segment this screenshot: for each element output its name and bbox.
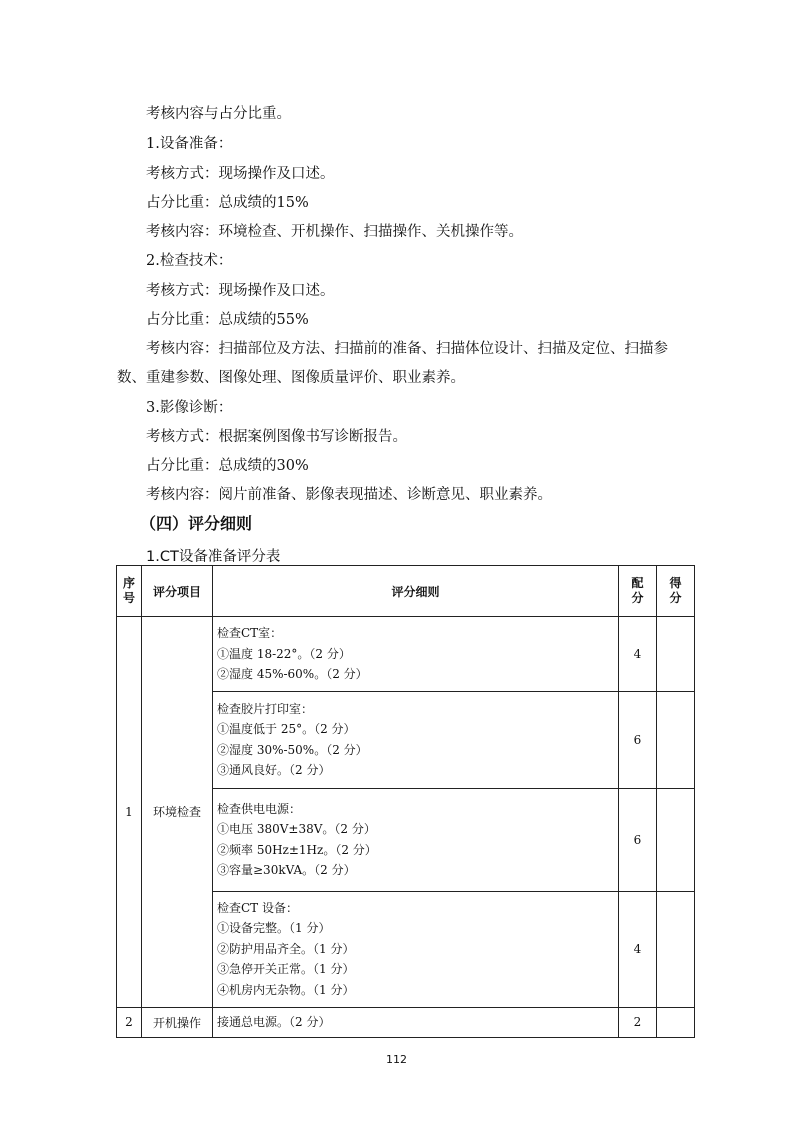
detail-cell: 检查CT 设备： ①设备完整。（1 分） ②防护用品齐全。（1 分） ③急停开关正常。（1 分） ④机房内无杂物。（1 分）	[213, 891, 619, 1007]
paragraph: 1.设备准备：	[146, 136, 233, 152]
header-detail: 评分细则	[213, 566, 619, 617]
points-cell: 4	[619, 617, 657, 692]
detail-cell: 检查供电电源： ①电压 380V±38V。（2 分） ②频率 50Hz±1Hz。（2 分） ③容量≥30kVA。（2 分）	[213, 788, 619, 891]
detail-cell: 检查胶片打印室： ①温度低于 25°。（2 分） ②湿度 30%-50%。（2 分） ③通风良好。（2 分）	[213, 691, 619, 788]
paragraph: 占分比重：总成绩的30%	[146, 458, 309, 474]
scoring-table	[116, 565, 695, 1038]
points-cell: 6	[619, 691, 657, 788]
detail-cell: 检查CT室： ①温度 18-22°。（2 分） ②湿度 45%-60%。（2 分）	[213, 617, 619, 692]
seq-cell: 1	[117, 617, 142, 1008]
score-cell	[657, 891, 695, 1007]
paragraph: 考核内容与占分比重。	[146, 106, 291, 122]
item-cell: 环境检查	[142, 617, 213, 1008]
header-points: 配 分	[619, 566, 657, 617]
section-heading: （四）评分细则	[140, 514, 253, 533]
paragraph: 考核内容：阅片前准备、影像表现描述、诊断意见、职业素养。	[146, 487, 552, 503]
score-cell	[657, 1007, 695, 1037]
paragraph: 考核方式：根据案例图像书写诊断报告。	[146, 429, 407, 445]
header-score: 得 分	[657, 566, 695, 617]
table-header-row	[117, 566, 695, 617]
score-cell	[657, 788, 695, 891]
paragraph: 考核方式：现场操作及口述。	[146, 283, 335, 299]
paragraph: 占分比重：总成绩的55%	[146, 312, 309, 328]
paragraph: 考核内容：扫描部位及方法、扫描前的准备、扫描体位设计、扫描及定位、扫描参	[146, 341, 668, 357]
paragraph: 2.检查技术：	[146, 253, 233, 269]
paragraph: 考核方式：现场操作及口述。	[146, 166, 335, 182]
points-cell: 2	[619, 1007, 657, 1037]
item-cell: 开机操作	[142, 1007, 213, 1037]
seq-cell: 2	[117, 1007, 142, 1037]
header-item: 评分项目	[142, 566, 213, 617]
table-title: 1.CT设备准备评分表	[146, 549, 281, 565]
detail-cell: 接通总电源。（2 分）	[213, 1007, 619, 1037]
paragraph: 占分比重：总成绩的15%	[146, 195, 309, 211]
page-number: 112	[386, 1053, 407, 1066]
paragraph-continuation: 数、重建参数、图像处理、图像质量评价、职业素养。	[117, 370, 465, 386]
score-cell	[657, 617, 695, 692]
header-seq: 序 号	[117, 566, 142, 617]
points-cell: 6	[619, 788, 657, 891]
points-cell: 4	[619, 891, 657, 1007]
paragraph: 3.影像诊断：	[146, 400, 233, 416]
table-row	[117, 1007, 695, 1037]
paragraph: 考核内容：环境检查、开机操作、扫描操作、关机操作等。	[146, 224, 523, 240]
score-cell	[657, 691, 695, 788]
table-row	[117, 617, 695, 692]
